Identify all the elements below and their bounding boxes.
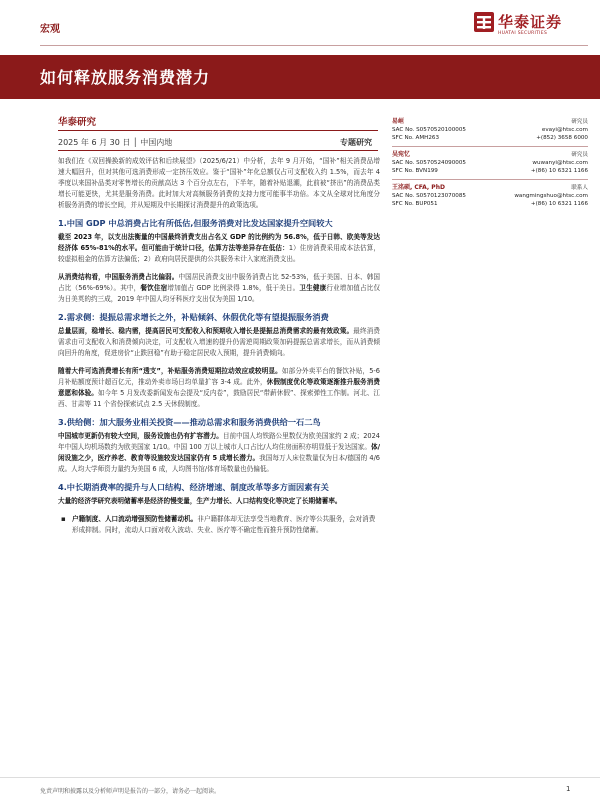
- analyst-name: 易峘: [392, 118, 405, 125]
- paragraph-2-em-a: 餐饮住宿: [140, 284, 168, 292]
- paragraph-2-text-a: 中国居民消费支出中服务消费占比 52-53%，低于美国、日本、韩国占比（56%-69%）。其中，: [58, 273, 381, 292]
- analyst-phone: +(86) 10 6321 1166: [530, 168, 588, 174]
- paragraph-1-text: 1）住房消费采用成本法估算，较虚拟租金的估算方法偏低；2）政府向居民提供的公共服务未计入家庭消费支出。: [58, 244, 380, 263]
- bullet-lead: 户籍制度、人口流动增强预防性储蓄动机。: [72, 515, 198, 523]
- paragraph-1: [58, 232, 380, 265]
- paragraph-3: [58, 326, 380, 359]
- paragraph-6-lead: 大量的经济学研究表明储蓄率是经济的慢变量，生产力增长、人口结构变化等决定了长期储蓄率。: [58, 497, 342, 505]
- company-logo: [474, 10, 584, 40]
- footer-disclaimer: 免责声明和披露以及分析师声明是报告的一部分，请务必一起阅读。: [40, 788, 221, 795]
- page-number: 1: [566, 785, 571, 793]
- category-label: 宏观: [40, 24, 60, 35]
- analyst-email[interactable]: wuwanyi@htsc.com: [532, 160, 588, 166]
- paragraph-4-em: 休假制度优化等政策逐渐推升服务消费意愿和体验。: [58, 378, 380, 397]
- analyst-role: 联系人: [571, 185, 588, 191]
- report-title: 如何释放服务消费潜力: [40, 68, 211, 87]
- analyst-role: 研究员: [571, 119, 588, 125]
- analyst-name: 王洺硕, CFA, PhD: [392, 184, 445, 191]
- section-heading-3: 3.供给侧：加大服务业相关投资——推动总需求和服务消费供给一石二鸟: [58, 417, 321, 427]
- logo-mark-icon: [474, 12, 494, 32]
- paragraph-1-lead: 截至 2023 年，以支出法衡量的中国最终消费支出占名义 GDP 的比例约为 56.8%，低于日韩、欧美等发达经济体 65%-81%的水平。但可能由于统计口径，估算方法等差异存在低估：: [58, 233, 380, 252]
- meta-divider-top: [58, 130, 378, 131]
- analyst-card: [392, 184, 588, 208]
- paragraph-2-text-c: 行业增加值占比仅为日美英的约三成，2019 年中国人均牙科医疗支出仅为美国 1/10。: [58, 284, 381, 303]
- header-divider: [40, 45, 588, 46]
- paragraph-5-text-a: 目前中国人均铁路公里数仅为欧美国家约 2 成；2024 年中国人均机场数约为欧美国家 1/10。中国 100 万以上城市人口占比/人均住房面积亦明显低于发达国家。: [58, 432, 380, 451]
- analyst-phone: +(852) 3658 6000: [536, 135, 588, 141]
- paragraph-2-lead: 从消费结构看，中国服务消费占比偏弱。: [58, 273, 179, 281]
- analyst-name: 吴宛忆: [392, 151, 411, 158]
- intro-paragraph: 如我们在《双回操换新的成效评估和后续展望》（2025/6/21）中分析，去年 9 月开始，“国补”相关消费品增速大幅回升，但对其他可选消费形成一定挤压效应。鉴于“国补”年化总额仅占可支配收入约 1.5%，而去年 4 季度以来国补品类对零售增长的贡献高达 3 个百分点左右，下半年，随着补贴退潮，此前被“挤出”的消费品类增长可能更快，尤其是服务消费。此时加大对高频服务消费的支持力度可能事半功倍。本文从全球对比角度分析服务消费的增长空间，并从短期及中长期探讨消费提升的政策选项。: [58, 157, 380, 209]
- bullet-item: [58, 514, 380, 536]
- analyst-role: 研究员: [571, 152, 588, 158]
- footer-divider: [0, 777, 600, 778]
- analyst-sfc: SFC No. AMH263: [392, 135, 440, 141]
- analyst-divider: [392, 179, 588, 180]
- section-heading-1: 1.中国 GDP 中总消费占比有所低估,但服务消费对比发达国家提升空间较大: [58, 218, 333, 228]
- paragraph-2: [58, 272, 380, 305]
- analyst-email[interactable]: wangmingshuo@htsc.com: [514, 193, 588, 199]
- paragraph-5-text-b: 我国每万人床位数量仅为日本/德国的 4/6 成。人均大学师资力量约为美国 6 成，人均图书馆/体育场数量也仍偏低。: [58, 454, 380, 473]
- report-type: 专题研究: [340, 138, 372, 147]
- analyst-sac: SAC No. S0570524090005: [392, 160, 466, 166]
- title-banner: [0, 55, 600, 99]
- analyst-sac: SAC No. S0570123070085: [392, 193, 466, 199]
- paragraph-3-lead: 总量层面，稳增长、稳内需，提高居民可支配收入和预期收入增长是提振总消费需求的最有效政策。: [58, 327, 354, 335]
- meta-divider-bottom: [58, 150, 378, 151]
- paragraph-4-lead: 随着大件可选消费增长有所“透支”，补贴服务消费短期拉动效应或较明显。: [58, 367, 282, 375]
- paragraph-5-lead: 中国城市更新仍有较大空间，服务设施也仍有扩容潜力。: [58, 432, 223, 440]
- analyst-card: [392, 118, 588, 142]
- analyst-sfc: SFC No. BVN199: [392, 168, 438, 174]
- section-heading-2: 2.需求侧：提振总需求增长之外，补贴倾斜、休假优化等有望提振服务消费: [58, 312, 329, 322]
- paragraph-4-text-b: 如今年 5 月发改委新闻发布会提及“反内卷”，鼓励居民“带薪休假”、探索弹性工作制。河北、江西、甘肃等 11 个省份探索试点 2.5 天休假制度。: [58, 389, 380, 408]
- bullet-text: 非户籍群体却无法享受当地教育、医疗等公共服务，会对消费形成抑制。同时，流动人口面对收入波动、失业、医疗等不确定性而推升预防性储蓄。: [72, 515, 376, 534]
- research-label: 华泰研究: [58, 117, 97, 128]
- analyst-sfc: SFC No. BUP051: [392, 201, 438, 207]
- paragraph-4: [58, 366, 380, 410]
- paragraph-3-text: 最终消费需求由可支配收入和消费倾向决定，可支配收入增速的提升仍需逆周期政策加码提振总需求增长，而从消费倾向回升的角度，促进房价“止跌回稳”有助于稳定居民收入预期，提升消费倾向。: [58, 327, 381, 357]
- section-heading-4: 4.中长期消费率的提升与人口结构、经济增速、制度改革等多方面因素有关: [58, 482, 329, 492]
- logo-subtext: HUATAI SECURITIES: [498, 31, 548, 36]
- paragraph-2-text-b: 增加值占 GDP 比例录得 1.8%，低于美日。: [167, 284, 300, 292]
- paragraph-5: [58, 431, 380, 475]
- paragraph-2-em-b: 卫生健康: [299, 284, 327, 292]
- paragraph-5-em: 体/闲设施之少，医疗养老、教育等设施较发达国家仍有 5 成增长潜力。: [58, 443, 380, 462]
- paragraph-6: [58, 496, 380, 507]
- analyst-phone: +(86) 10 6321 1166: [530, 201, 588, 207]
- analyst-divider: [392, 146, 588, 147]
- paragraph-4-text-a: 如部分外卖平台的餐饮补贴，5-6 月补贴额度预计超百亿元，推动外卖市场日均单量扩容 3-4 成。此外，: [58, 367, 380, 386]
- report-body: [58, 156, 380, 536]
- analyst-sidebar: [392, 118, 588, 212]
- analyst-sac: SAC No. S0570520100005: [392, 127, 466, 133]
- report-date: 2025 年 6 月 30 日 │ 中国内地: [58, 138, 173, 147]
- analyst-email[interactable]: evayi@htsc.com: [541, 127, 588, 133]
- logo-text: 华泰证券: [498, 13, 563, 31]
- analyst-card: [392, 151, 588, 175]
